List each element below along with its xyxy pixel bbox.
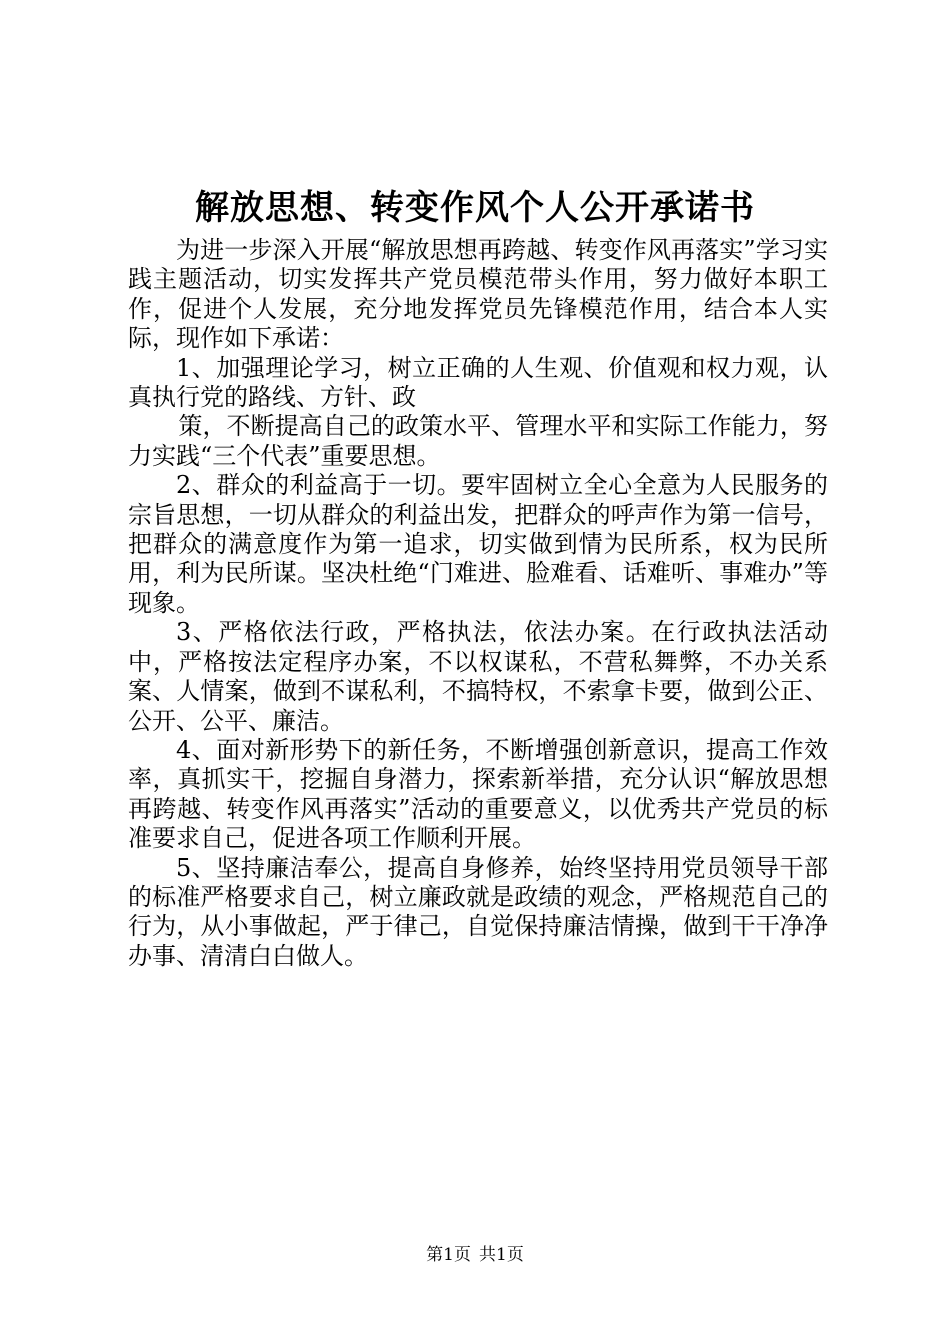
commitment-1-continued-paragraph: 策，不断提高自己的政策水平、管理水平和实际工作能力，努力实践“三个代表”重要思想。	[128, 412, 828, 470]
page-number: 第1页	[426, 1245, 471, 1265]
intro-paragraph: 为进一步深入开展“解放思想再跨越、转变作风再落实”学习实践主题活动，切实发挥共产党员模范带头作用，努力做好本职工作，促进个人发展，充分地发挥党员先锋模范作用，结合本人实际，现作如下承诺：	[128, 236, 828, 353]
page-total: 共1页	[479, 1245, 524, 1265]
commitment-3-paragraph: 3、严格依法行政，严格执法，依法办案。在行政执法活动中，严格按法定程序办案，不以权谋私，不营私舞弊，不办关系案、人情案，做到不谋私利，不搞特权，不索拿卡要，做到公正、公开、公平、廉洁。	[128, 618, 828, 735]
commitment-5-paragraph: 5、坚持廉洁奉公，提高自身修养，始终坚持用党员领导干部的标准严格要求自己，树立廉政就是政绩的观念，严格规范自己的行为，从小事做起，严于律己，自觉保持廉洁情操，做到干干净净办事、清清白白做人。	[128, 853, 828, 970]
commitment-2-paragraph: 2、群众的利益高于一切。要牢固树立全心全意为人民服务的宗旨思想，一切从群众的利益出发，把群众的呼声作为第一信号，把群众的满意度作为第一追求，切实做到情为民所系，权为民所用，利为民所谋。坚决杜绝“门难进、脸难看、话难听、事难办”等现象。	[128, 471, 828, 617]
document-body	[128, 236, 828, 971]
document-title: 解放思想、转变作风个人公开承诺书	[195, 188, 755, 228]
commitment-1-paragraph: 1、加强理论学习，树立正确的人生观、价值观和权力观，认真执行党的路线、方针、政	[128, 353, 828, 412]
commitment-4-paragraph: 4、面对新形势下的新任务，不断增强创新意识，提高工作效率，真抓实干，挖掘自身潜力，探索新举措，充分认识“解放思想再跨越、转变作风再落实”活动的重要意义，以优秀共产党员的标准要求自己，促进各项工作顺利开展。	[128, 735, 828, 853]
page-footer	[0, 1243, 950, 1267]
